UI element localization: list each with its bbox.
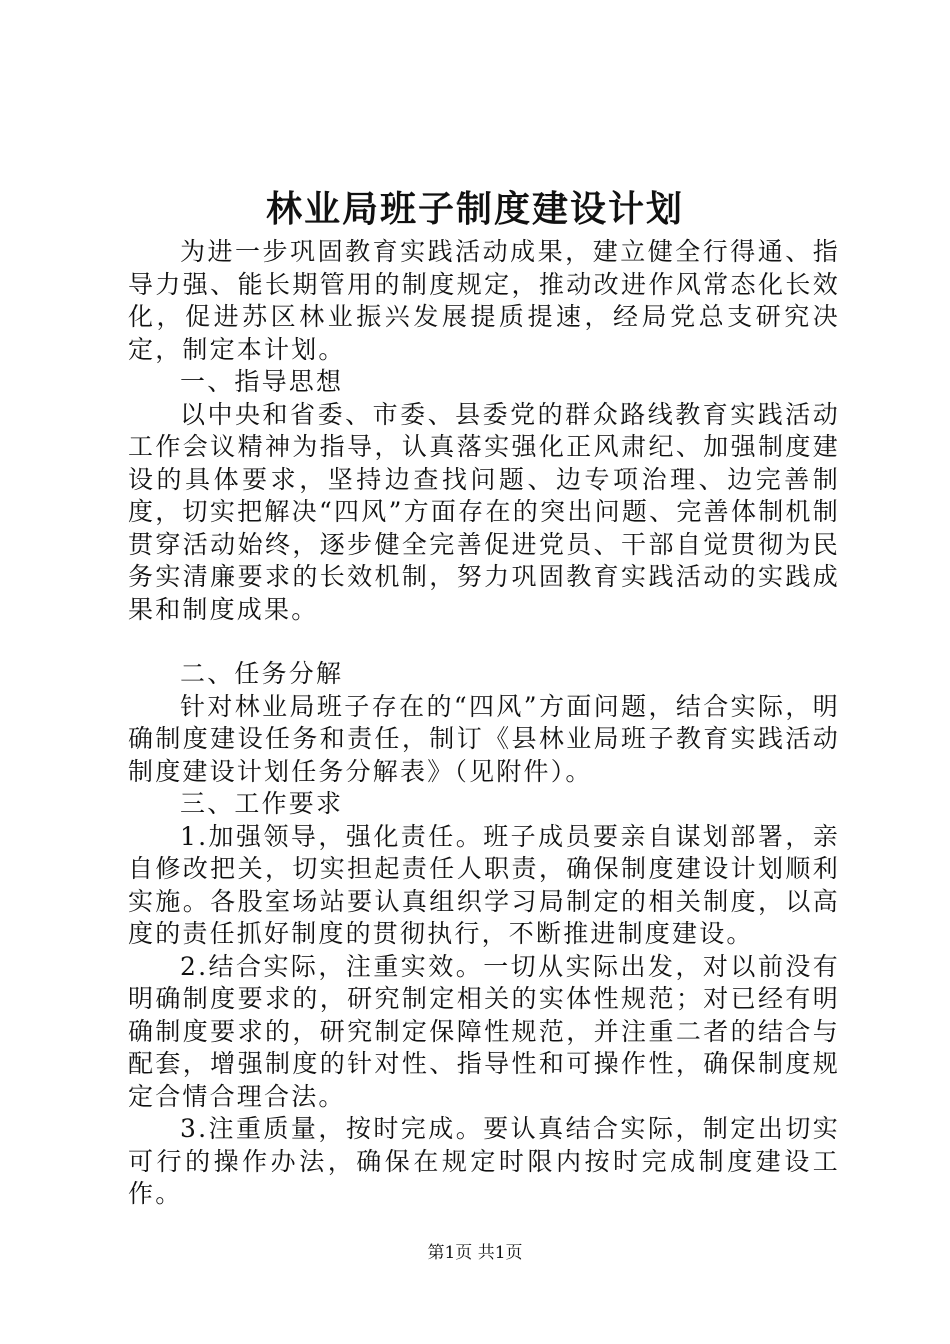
guiding-ideology-paragraph: 以中央和省委、市委、县委党的群众路线教育实践活动工作会议精神为指导，认真落实强化正风肃纪、加强制度建设的具体要求，坚持边查找问题、边专项治理、边完善制度，切实把解决“四风”方面存在的突出问题、完善体制机制贯穿活动始终，逐步健全完善促进党员、干部自觉贯彻为民务实清廉要求的长效机制，努力巩固教育实践活动的实践成果和制度成果。 — [128, 399, 840, 624]
document-title: 林业局班子制度建设计划 — [265, 188, 684, 230]
page-footer: 第1页 共1页 — [427, 1243, 523, 1263]
section-heading-work-requirements: 三、工作要求 — [180, 789, 344, 818]
task-breakdown-paragraph: 针对林业局班子存在的“四风”方面问题，结合实际，明确制度建设任务和责任，制订《县林业局班子教育实践活动制度建设计划任务分解表》（见附件）。 — [128, 691, 840, 786]
section-heading-task-breakdown: 二、任务分解 — [180, 659, 344, 688]
document-body — [128, 236, 840, 1211]
requirement-item-2: 2.结合实际，注重实效。一切从实际出发，对以前没有明确制度要求的，研究制定相关的实体性规范；对已经有明确制度要求的，研究制定保障性规范，并注重二者的结合与配套，增强制度的针对性、指导性和可操作性，确保制度规定合情合理合法。 — [128, 951, 840, 1111]
requirement-item-3: 3.注重质量，按时完成。要认真结合实际，制定出切实可行的操作办法，确保在规定时限内按时完成制度建设工作。 — [128, 1114, 840, 1208]
requirement-item-1: 1.加强领导，强化责任。班子成员要亲自谋划部署，亲自修改把关，切实担起责任人职责，确保制度建设计划顺利实施。各股室场站要认真组织学习局制定的相关制度，以高度的责任抓好制度的贯彻执行，不断推进制度建设。 — [128, 821, 840, 948]
intro-paragraph: 为进一步巩固教育实践活动成果，建立健全行得通、指导力强、能长期管用的制度规定，推动改进作风常态化长效化，促进苏区林业振兴发展提质提速，经局党总支研究决定，制定本计划。 — [128, 237, 840, 364]
section-heading-guiding-ideology: 一、指导思想 — [180, 367, 344, 396]
